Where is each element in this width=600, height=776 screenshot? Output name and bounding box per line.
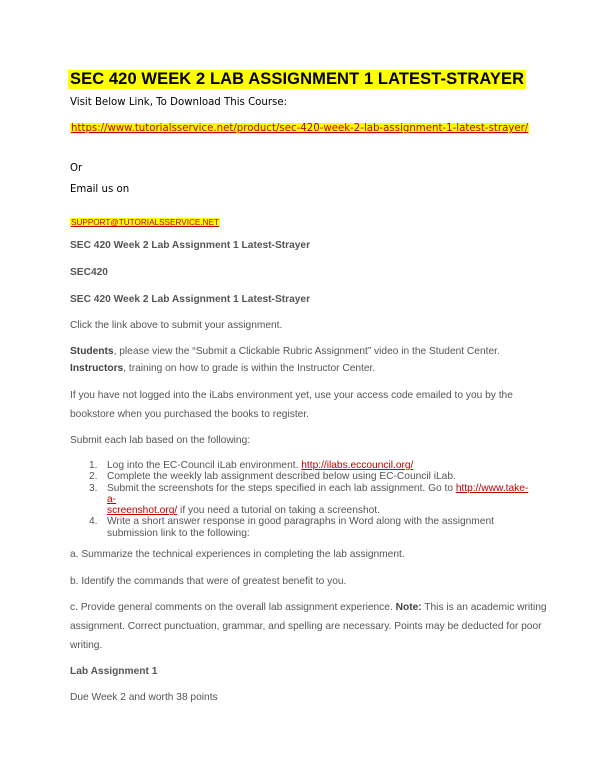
due-text: Due Week 2 and worth 38 points xyxy=(70,692,218,703)
list-item: 1. Log into the EC-Council iLab environment. http://ilabs.eccouncil.org/ xyxy=(89,460,414,471)
screenshot-link-cont[interactable]: screenshot.org/ xyxy=(107,505,178,517)
students-label: Students xyxy=(70,346,114,357)
support-email-link[interactable] xyxy=(70,212,220,230)
heading-2: SEC 420 Week 2 Lab Assignment 1 Latest-Strayer xyxy=(70,294,311,305)
instructors-label: Instructors xyxy=(70,363,124,374)
screenshot-link[interactable]: http://www.take-a- xyxy=(107,482,529,505)
course-link[interactable] xyxy=(70,123,529,134)
ilabs-line-1: If you have not logged into the iLabs environment yet, use your access code emailed to you by the xyxy=(70,390,513,401)
students-text: , please view the “Submit a Clickable Rubric Assignment” video in the Student Center. xyxy=(113,346,500,357)
list-item: 3. Submit the screenshots for the steps specified in each lab assignment. Go to http://www.take-a- screenshot.org/ if you need a tutorial on taking a screenshot. xyxy=(89,482,529,517)
note-label: Note: xyxy=(395,602,422,613)
lab-heading: Lab Assignment 1 xyxy=(70,666,158,677)
course-link-text[interactable]: https://www.tutorialsservice.net/product/sec-420-week-2-lab-assignment-1-latest-strayer/ xyxy=(71,123,529,134)
heading-1: SEC 420 Week 2 Lab Assignment 1 Latest-Strayer xyxy=(70,240,311,251)
submit-intro: Submit each lab based on the following: xyxy=(70,435,251,446)
para-b: b. Identify the commands that were of greatest benefit to you. xyxy=(70,576,347,587)
instructors-line xyxy=(70,363,375,374)
ilabs-link[interactable]: http://ilabs.eccouncil.org/ xyxy=(301,460,414,471)
or-text: Or xyxy=(70,163,83,174)
instructors-text: , training on how to grade is within the Instructor Center. xyxy=(123,363,376,374)
para-a: a. Summarize the technical experiences in completing the lab assignment. xyxy=(70,549,405,560)
email-text: Email us on xyxy=(70,184,130,195)
ilabs-line-2: bookstore when you purchased the books to register. xyxy=(70,409,309,420)
click-text: Click the link above to submit your assignment. xyxy=(70,320,283,331)
instruction-list xyxy=(89,460,529,539)
support-email-text[interactable]: SUPPORT@TUTORIALSSERVICE.NET xyxy=(71,218,219,227)
para-c-line-1: c. Provide general comments on the overall lab assignment experience. Note: This is an academic writing xyxy=(70,602,547,613)
para-c-line-3: writing. xyxy=(70,640,103,651)
course-code: SEC420 xyxy=(70,267,108,278)
para-c-line-2: assignment. Correct punctuation, grammar, and spelling are necessary. Points may be deducted for poor xyxy=(70,621,542,632)
page-title: SEC 420 WEEK 2 LAB ASSIGNMENT 1 LATEST-STRAYER xyxy=(70,70,525,88)
visit-text: Visit Below Link, To Download This Course: xyxy=(70,97,288,108)
list-item: 2. Complete the weekly lab assignment described below using EC-Council iLab. xyxy=(89,471,456,483)
list-item: 4. Write a short answer response in good paragraphs in Word along with the assignment submission link to the following: xyxy=(89,516,494,539)
students-line xyxy=(70,346,500,357)
